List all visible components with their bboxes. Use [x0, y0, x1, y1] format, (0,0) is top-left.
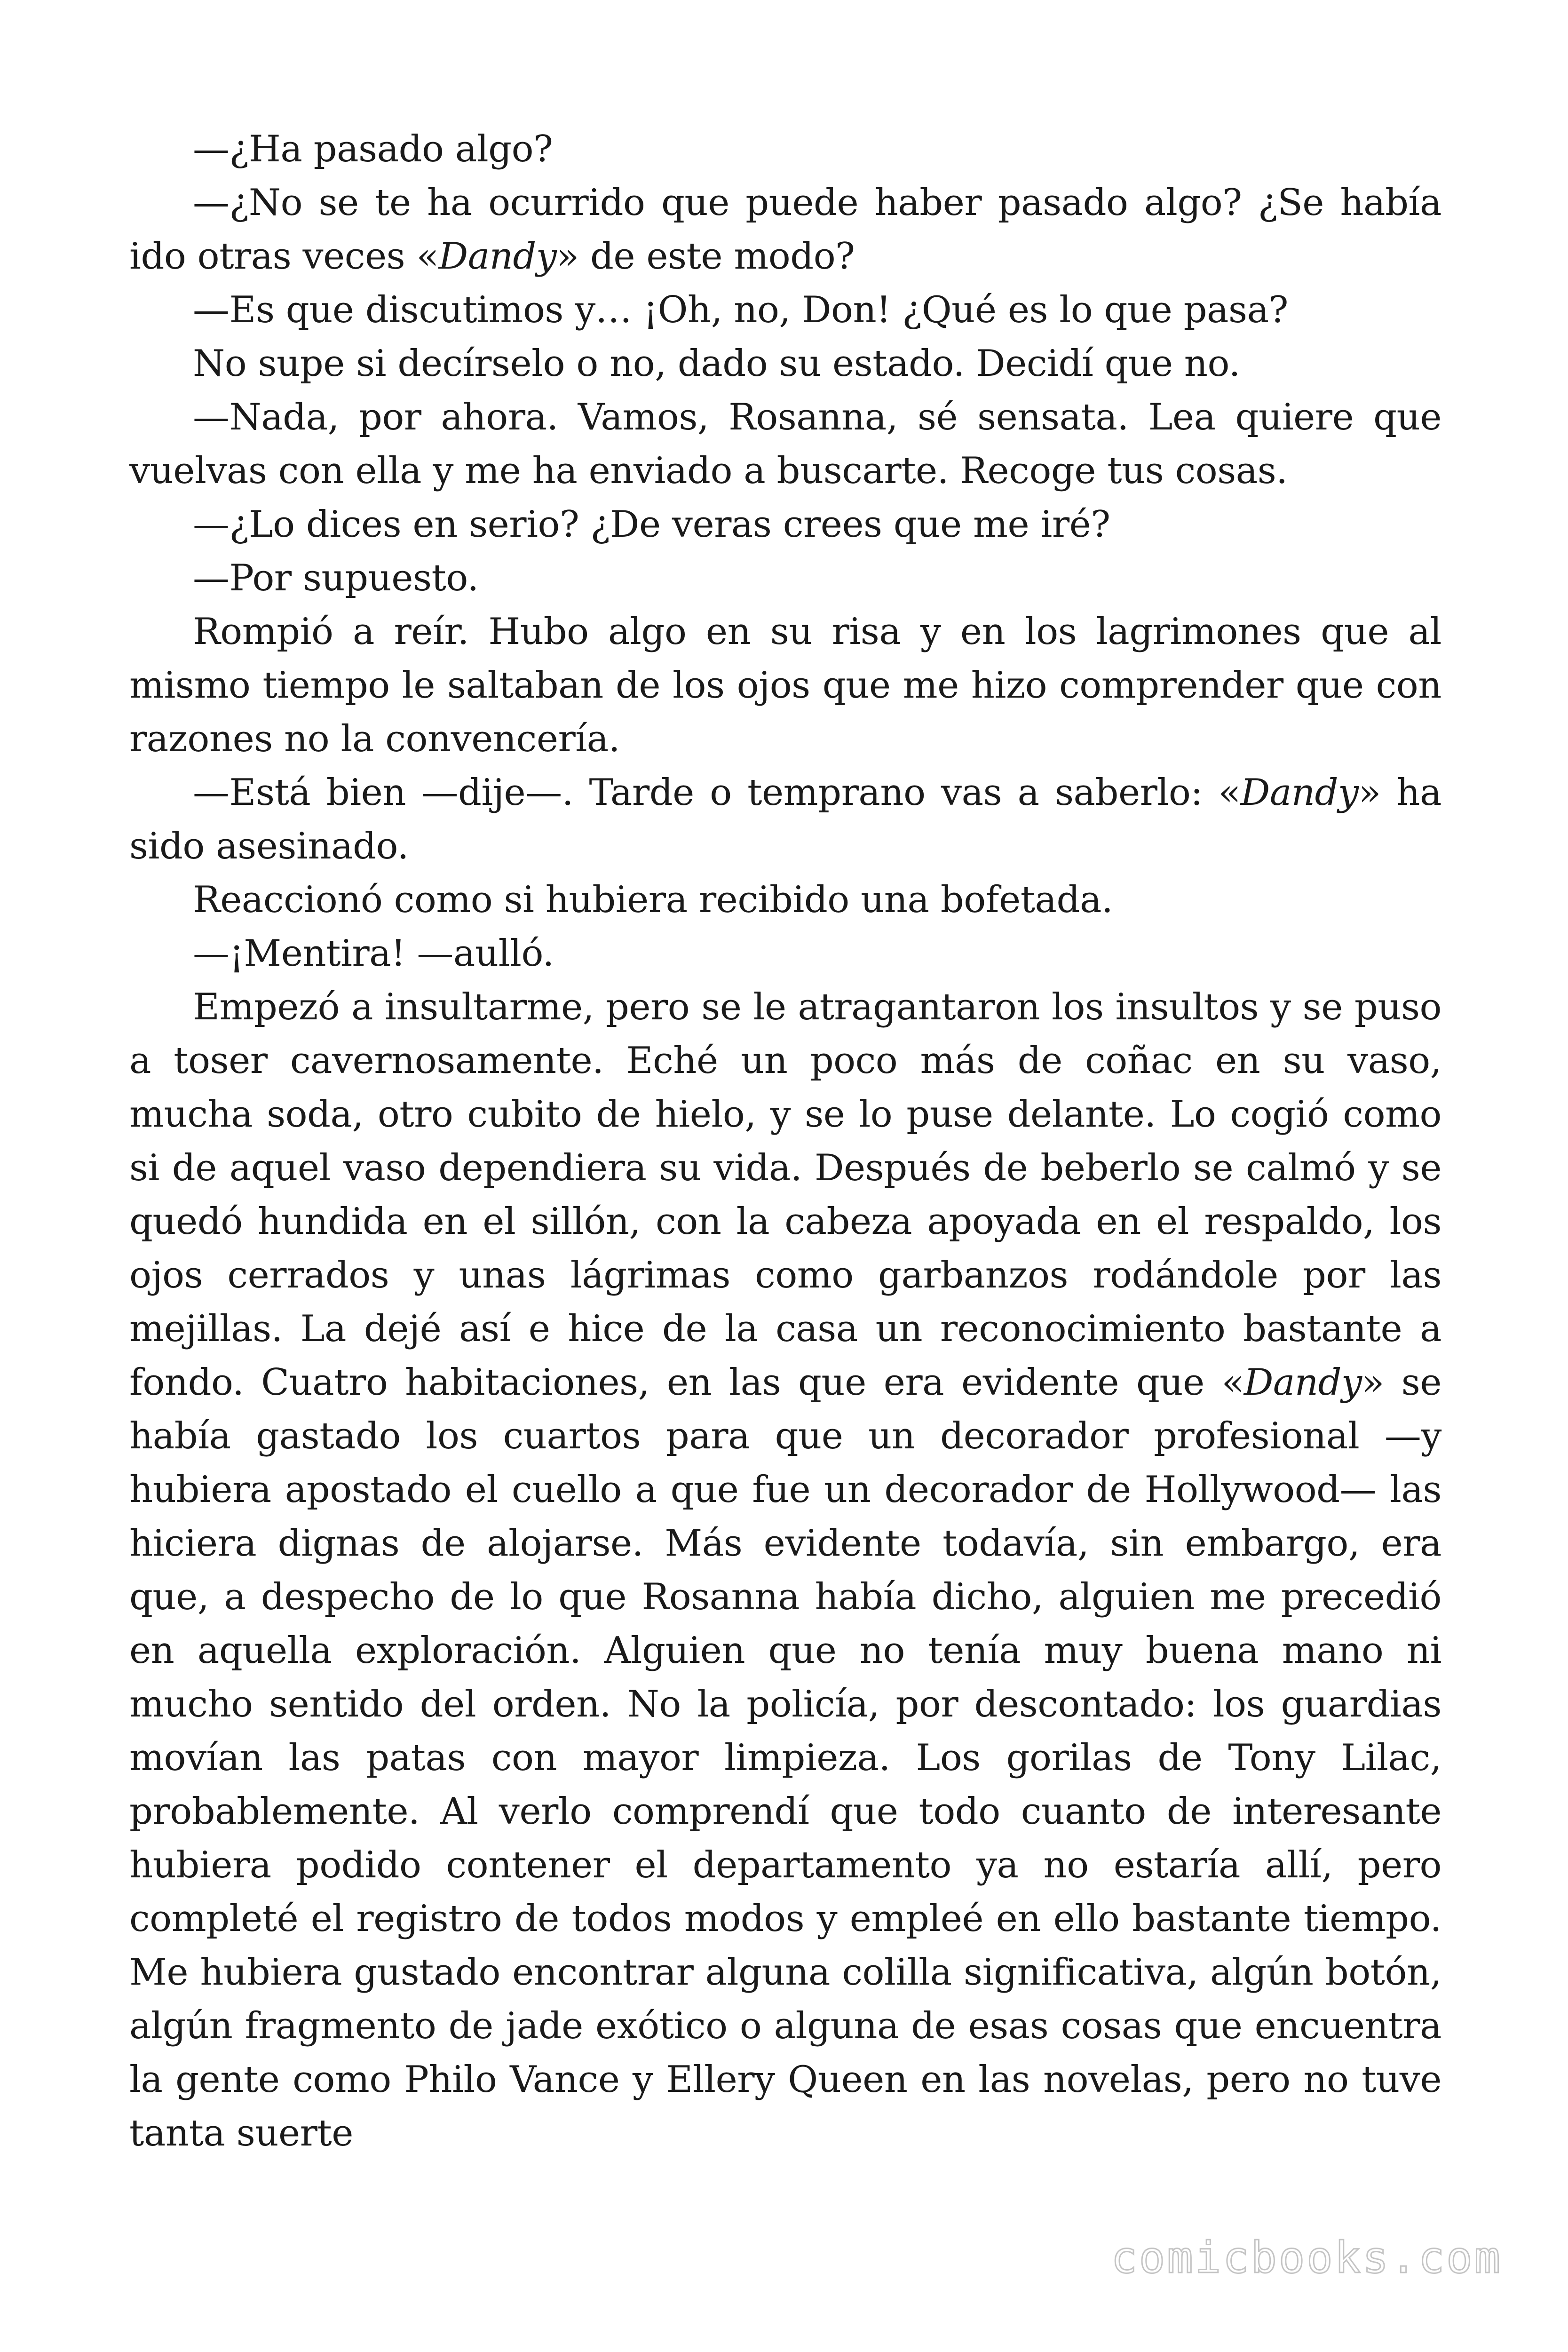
- paragraph: [129, 980, 1441, 2160]
- paragraph: [129, 122, 1441, 176]
- text-run: » se había gastado los cuartos para que un decorador profesional —y hubiera apostado el cuello a que fue un decorador de Hollywood— las hiciera dignas de alojarse. Más evidente todavía, sin embargo, era que, a despecho de lo que Rosanna había dicho, alguien me precedió en aquella exploración. Alguien que no tenía muy buena mano ni mucho sentido del orden. No la policía, por descontado: los guardias movían las patas con mayor limpieza. Los gorilas de Tony Lilac, probablemente. Al verlo comprendí que todo cuanto de interesante hubiera podido contener el departamento ya no estaría allí, pero completé el registro de todos modos y empleé en ello bastante tiempo. Me hubiera gustado encontrar alguna colilla significativa, algún botón, algún fragmento de jade exótico o alguna de esas cosas que encuentra la gente como Philo Vance y Ellery Queen en las novelas, pero no tuve tanta suerte: [129, 1361, 1441, 2154]
- text-run: Rompió a reír. Hubo algo en su risa y en los lagrimones que al mismo tiempo le saltaban de los ojos que me hizo comprender que con razones no la convencería.: [129, 611, 1441, 760]
- paragraph: [129, 605, 1441, 766]
- book-page-text: [129, 122, 1441, 2239]
- text-run: —Está bien —dije—. Tarde o temprano vas a saberlo: «: [193, 771, 1241, 814]
- paragraph: [129, 927, 1441, 980]
- paragraph: [129, 873, 1441, 927]
- text-run: —Por supuesto.: [193, 557, 479, 599]
- text-run: —Es que discutimos y… ¡Oh, no, Don! ¿Qué es lo que pasa?: [193, 289, 1288, 331]
- text-run: » de este modo?: [556, 235, 855, 278]
- text-run: Reaccionó como si hubiera recibido una bofetada.: [193, 879, 1113, 921]
- italic-name: Dandy: [1240, 771, 1359, 814]
- text-run: —¡Mentira! —aulló.: [193, 932, 554, 975]
- paragraph: [129, 283, 1441, 337]
- paragraph: [129, 551, 1441, 605]
- paragraph: [129, 337, 1441, 390]
- text-run: —Nada, por ahora. Vamos, Rosanna, sé sensata. Lea quiere que vuelvas con ella y me ha enviado a buscarte. Recoge tus cosas.: [129, 396, 1441, 492]
- paragraph: [129, 766, 1441, 873]
- watermark: comicbooks.com: [1111, 2233, 1502, 2283]
- paragraph: [129, 390, 1441, 498]
- text-run: —¿No se te ha ocurrido que puede haber pasado algo? ¿Se había ido otras veces «: [129, 182, 1441, 278]
- text-run: —¿Lo dices en serio? ¿De veras crees que me iré?: [193, 503, 1110, 546]
- text-run: No supe si decírselo o no, dado su estado. Decidí que no.: [193, 342, 1240, 385]
- italic-name: Dandy: [1243, 1361, 1362, 1404]
- italic-name: Dandy: [438, 235, 557, 278]
- text-run: » ha sido asesinado.: [129, 771, 1441, 867]
- paragraph: [129, 176, 1441, 283]
- text-run: —¿Ha pasado algo?: [193, 128, 553, 170]
- paragraph: [129, 498, 1441, 551]
- text-run: Empezó a insultarme, pero se le atragantaron los insultos y se puso a toser cavernosamente. Eché un poco más de coñac en su vaso, mucha soda, otro cubito de hielo, y se lo puse delante. Lo cogió como si de aquel vaso dependiera su vida. Después de beberlo se calmó y se quedó hundida en el sillón, con la cabeza apoyada en el respaldo, los ojos cerrados y unas lágrimas como garbanzos rodándole por las mejillas. La dejé así e hice de la casa un reconocimiento bastante a fondo. Cuatro habitaciones, en las que era evidente que «: [129, 986, 1441, 1404]
